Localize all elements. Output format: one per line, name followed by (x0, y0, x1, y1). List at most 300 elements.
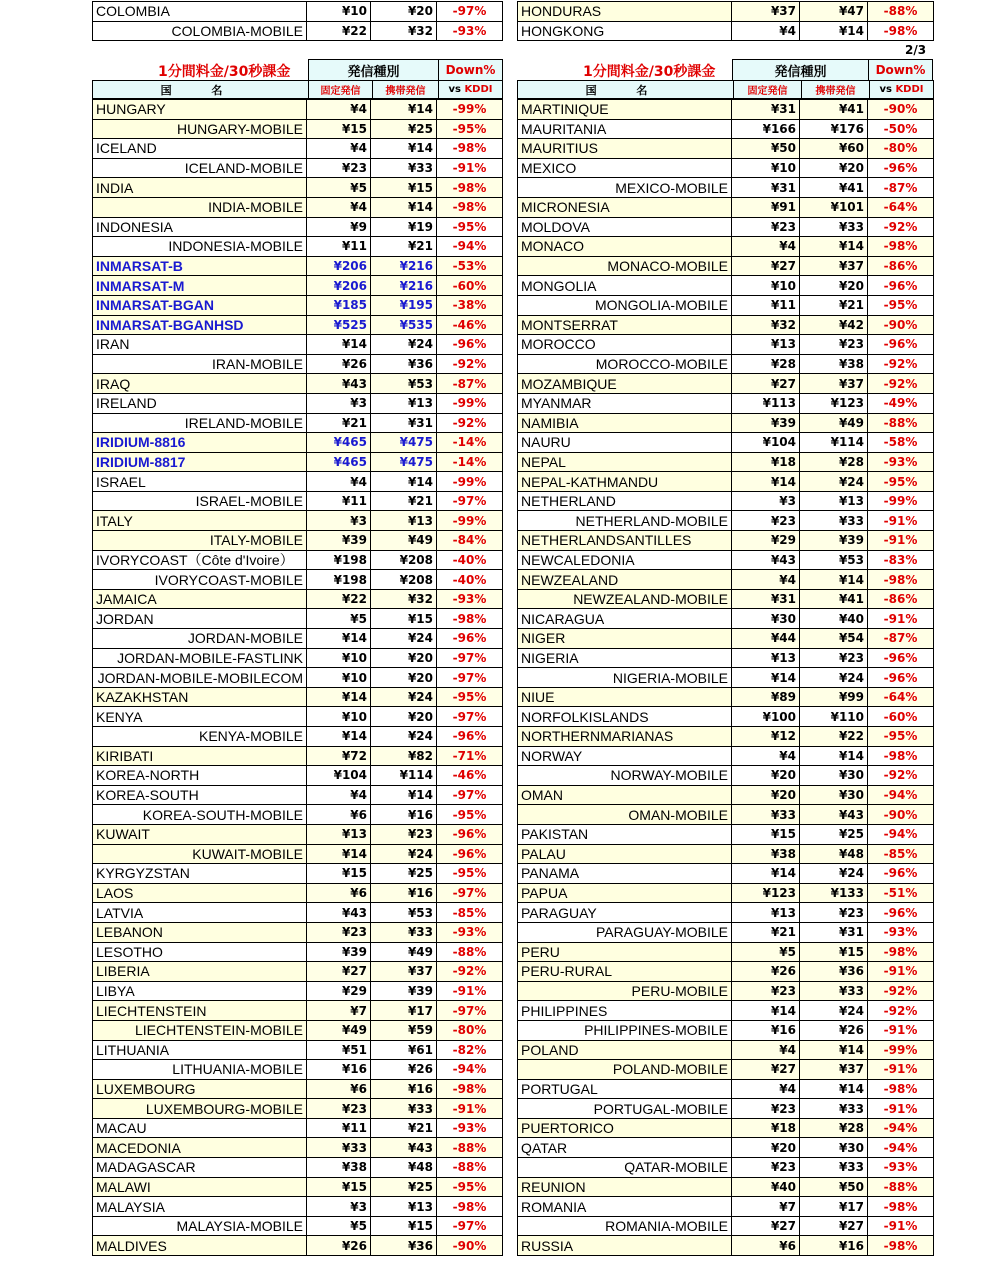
down-percent-cell: -87% (437, 374, 503, 394)
table-row (518, 1099, 934, 1119)
country-name-cell: ICELAND-MOBILE (93, 158, 307, 178)
fixed-rate-cell: ¥23 (732, 511, 800, 531)
country-name-cell: JAMAICA (93, 589, 307, 609)
country-name-cell: PHILIPPINES (518, 1001, 732, 1021)
fixed-rate-cell: ¥4 (732, 1040, 800, 1060)
down-percent-cell: -94% (437, 1060, 503, 1080)
mobile-rate-cell: ¥41 (800, 589, 868, 609)
down-percent-cell: -97% (437, 491, 503, 511)
country-name-cell: NAURU (518, 433, 732, 453)
down-percent-cell: -86% (868, 589, 934, 609)
down-percent-cell: -96% (437, 629, 503, 649)
country-name-cell: MAURITANIA (518, 119, 732, 139)
table-row (93, 511, 503, 531)
mobile-rate-cell: ¥14 (800, 746, 868, 766)
fixed-rate-cell: ¥49 (307, 1020, 371, 1040)
country-name-cell: NORTHERNMARIANAS (518, 727, 732, 747)
fixed-rate-cell: ¥20 (732, 1138, 800, 1158)
mobile-rate-cell: ¥53 (371, 903, 437, 923)
mobile-rate-cell: ¥20 (371, 2, 437, 22)
country-name-cell: OMAN-MOBILE (518, 805, 732, 825)
fixed-rate-cell: ¥15 (307, 1177, 371, 1197)
fixed-rate-cell: ¥12 (732, 727, 800, 747)
right-rate-table (517, 99, 934, 1256)
down-header: Down% (869, 60, 933, 81)
table-row (93, 119, 503, 139)
mobile-rate-cell: ¥14 (800, 1079, 868, 1099)
mobile-rate-cell: ¥25 (371, 119, 437, 139)
down-percent-cell: -99% (437, 100, 503, 120)
down-percent-cell: -88% (437, 1158, 503, 1178)
mobile-rate-cell: ¥14 (800, 21, 868, 41)
down-percent-cell: -99% (437, 472, 503, 492)
mobile-rate-cell: ¥14 (371, 472, 437, 492)
mobile-rate-cell: ¥15 (371, 1216, 437, 1236)
table-row (518, 1158, 934, 1178)
mobile-rate-cell: ¥49 (371, 942, 437, 962)
down-percent-cell: -58% (868, 433, 934, 453)
fixed-rate-cell: ¥4 (307, 472, 371, 492)
table-row (93, 1236, 503, 1256)
mobile-rate-cell: ¥535 (371, 315, 437, 335)
fixed-rate-cell: ¥18 (732, 1118, 800, 1138)
table-row (93, 217, 503, 237)
down-percent-cell: -84% (437, 531, 503, 551)
down-percent-cell: -98% (868, 21, 934, 41)
table-row (93, 746, 503, 766)
fixed-rate-cell: ¥7 (732, 1197, 800, 1217)
table-row (518, 1197, 934, 1217)
fixed-rate-cell: ¥4 (732, 570, 800, 590)
table-row (93, 472, 503, 492)
country-name-cell: HUNGARY (93, 100, 307, 120)
table-row (93, 1118, 503, 1138)
table-row (93, 942, 503, 962)
down-percent-cell: -92% (868, 217, 934, 237)
table-row (93, 2, 503, 22)
mobile-rate-cell: ¥15 (800, 942, 868, 962)
table-row (518, 315, 934, 335)
table-row (93, 1216, 503, 1236)
country-name-cell: MEXICO-MOBILE (518, 178, 732, 198)
fixed-rate-cell: ¥9 (307, 217, 371, 237)
fixed-rate-cell: ¥4 (732, 21, 800, 41)
down-percent-cell: -97% (437, 785, 503, 805)
country-name-cell: PORTUGAL-MOBILE (518, 1099, 732, 1119)
down-percent-cell: -94% (437, 237, 503, 257)
down-percent-cell: -51% (868, 883, 934, 903)
mobile-call-header: 携帯発信 (373, 81, 439, 99)
mobile-rate-cell: ¥216 (371, 276, 437, 296)
mobile-rate-cell: ¥24 (800, 1001, 868, 1021)
down-percent-cell: -88% (868, 1177, 934, 1197)
down-percent-cell: -91% (868, 609, 934, 629)
table-row (93, 276, 503, 296)
mobile-rate-cell: ¥208 (371, 570, 437, 590)
fixed-rate-cell: ¥43 (732, 550, 800, 570)
table-row (93, 1158, 503, 1178)
table-row (518, 21, 934, 41)
fixed-rate-cell: ¥37 (732, 2, 800, 22)
country-name-cell: QATAR (518, 1138, 732, 1158)
mobile-rate-cell: ¥475 (371, 452, 437, 472)
country-name-cell: NEPAL (518, 452, 732, 472)
down-percent-cell: -91% (437, 158, 503, 178)
fixed-rate-cell: ¥28 (732, 354, 800, 374)
table-row (93, 1060, 503, 1080)
mobile-rate-cell: ¥16 (800, 1236, 868, 1256)
country-name-cell: JORDAN-MOBILE (93, 629, 307, 649)
fixed-rate-cell: ¥11 (732, 295, 800, 315)
down-percent-cell: -92% (437, 962, 503, 982)
fixed-rate-cell: ¥198 (307, 570, 371, 590)
fixed-rate-cell: ¥16 (307, 1060, 371, 1080)
down-percent-cell: -92% (868, 354, 934, 374)
mobile-rate-cell: ¥27 (800, 1216, 868, 1236)
country-name-cell: PERU-MOBILE (518, 981, 732, 1001)
down-percent-cell: -96% (868, 903, 934, 923)
table-row (93, 413, 503, 433)
fixed-rate-cell: ¥3 (732, 491, 800, 511)
country-name-cell: MYANMAR (518, 393, 732, 413)
left-header-table (308, 59, 503, 81)
mobile-rate-cell: ¥24 (800, 864, 868, 884)
table-row (518, 217, 934, 237)
country-name-cell: MACEDONIA (93, 1138, 307, 1158)
fixed-rate-cell: ¥20 (732, 785, 800, 805)
mobile-rate-cell: ¥114 (800, 433, 868, 453)
down-percent-cell: -98% (437, 178, 503, 198)
mobile-rate-cell: ¥14 (371, 139, 437, 159)
mobile-rate-cell: ¥216 (371, 256, 437, 276)
fixed-rate-cell: ¥10 (307, 707, 371, 727)
mobile-rate-cell: ¥133 (800, 883, 868, 903)
fixed-rate-cell: ¥14 (732, 864, 800, 884)
mobile-rate-cell: ¥28 (800, 1118, 868, 1138)
table-row (93, 903, 503, 923)
vs-kddi-header: vs KDDI (870, 81, 934, 99)
country-name-cell: PUERTORICO (518, 1118, 732, 1138)
down-percent-cell: -91% (437, 1099, 503, 1119)
table-row (93, 864, 503, 884)
country-name-cell: PHILIPPINES-MOBILE (518, 1020, 732, 1040)
fixed-rate-cell: ¥11 (307, 1118, 371, 1138)
down-percent-cell: -95% (437, 805, 503, 825)
country-name-cell: MOZAMBIQUE (518, 374, 732, 394)
down-percent-cell: -80% (868, 139, 934, 159)
down-percent-cell: -98% (868, 1079, 934, 1099)
mobile-rate-cell: ¥101 (800, 197, 868, 217)
down-percent-cell: -98% (437, 197, 503, 217)
table-row (93, 531, 503, 551)
table-row (93, 491, 503, 511)
fixed-rate-cell: ¥6 (307, 883, 371, 903)
country-name-cell: PARAGUAY-MOBILE (518, 922, 732, 942)
table-row (93, 315, 503, 335)
country-name-cell: IRELAND (93, 393, 307, 413)
mobile-rate-cell: ¥26 (371, 1060, 437, 1080)
table-row (93, 570, 503, 590)
page-number: 2/3 (905, 43, 927, 57)
country-name-cell: REUNION (518, 1177, 732, 1197)
table-row (93, 393, 503, 413)
mobile-rate-cell: ¥16 (371, 883, 437, 903)
mobile-rate-cell: ¥33 (800, 511, 868, 531)
country-name-cell: INMARSAT-B (93, 256, 307, 276)
table-row (93, 335, 503, 355)
mobile-rate-cell: ¥24 (371, 687, 437, 707)
down-percent-cell: -99% (437, 511, 503, 531)
table-row (93, 962, 503, 982)
call-type-header: 発信種別 (309, 60, 439, 81)
country-name-cell: LIBYA (93, 981, 307, 1001)
table-row (518, 158, 934, 178)
mobile-rate-cell: ¥208 (371, 550, 437, 570)
down-percent-cell: -96% (868, 276, 934, 296)
country-name-cell: JORDAN-MOBILE-MOBILECOM (93, 668, 307, 688)
fixed-rate-cell: ¥15 (307, 864, 371, 884)
down-percent-cell: -80% (437, 1020, 503, 1040)
mobile-rate-cell: ¥25 (371, 864, 437, 884)
down-percent-cell: -92% (437, 413, 503, 433)
table-row (518, 687, 934, 707)
fixed-rate-cell: ¥39 (732, 413, 800, 433)
fixed-rate-cell: ¥198 (307, 550, 371, 570)
table-row (518, 1118, 934, 1138)
fixed-rate-cell: ¥31 (732, 178, 800, 198)
down-percent-cell: -98% (437, 1079, 503, 1099)
table-row (93, 648, 503, 668)
country-name-cell: INDIA-MOBILE (93, 197, 307, 217)
country-name-cell: LESOTHO (93, 942, 307, 962)
country-name-cell: ROMANIA-MOBILE (518, 1216, 732, 1236)
down-percent-cell: -98% (868, 570, 934, 590)
table-row (93, 1001, 503, 1021)
down-percent-cell: -50% (868, 119, 934, 139)
down-percent-cell: -95% (868, 295, 934, 315)
country-name-cell: HUNGARY-MOBILE (93, 119, 307, 139)
mobile-rate-cell: ¥36 (371, 354, 437, 374)
fixed-rate-cell: ¥5 (732, 942, 800, 962)
mobile-rate-cell: ¥23 (800, 903, 868, 923)
down-percent-cell: -97% (437, 648, 503, 668)
down-percent-cell: -97% (437, 1216, 503, 1236)
fixed-rate-cell: ¥31 (732, 100, 800, 120)
mobile-rate-cell: ¥15 (371, 609, 437, 629)
mobile-rate-cell: ¥14 (800, 1040, 868, 1060)
table-row (93, 178, 503, 198)
mobile-rate-cell: ¥17 (371, 1001, 437, 1021)
country-name-cell: PERU-RURAL (518, 962, 732, 982)
table-row (518, 335, 934, 355)
down-percent-cell: -98% (437, 1197, 503, 1217)
table-row (518, 883, 934, 903)
table-row (93, 1197, 503, 1217)
table-row (93, 1040, 503, 1060)
fixed-rate-cell: ¥30 (732, 609, 800, 629)
table-row (518, 648, 934, 668)
mobile-rate-cell: ¥36 (371, 1236, 437, 1256)
table-row (93, 785, 503, 805)
country-name-cell: KENYA (93, 707, 307, 727)
mobile-rate-cell: ¥48 (371, 1158, 437, 1178)
fixed-rate-cell: ¥4 (732, 1079, 800, 1099)
fixed-rate-cell: ¥31 (732, 589, 800, 609)
mobile-rate-cell: ¥23 (800, 335, 868, 355)
table-row (518, 942, 934, 962)
table-row (93, 1138, 503, 1158)
table-row (518, 805, 934, 825)
down-percent-cell: -98% (868, 746, 934, 766)
down-percent-cell: -95% (437, 1177, 503, 1197)
left-subheader-table (92, 80, 503, 99)
country-name-cell: NETHERLAND-MOBILE (518, 511, 732, 531)
country-name-cell: KYRGYZSTAN (93, 864, 307, 884)
mobile-call-header: 携帯発信 (802, 81, 870, 99)
down-percent-cell: -88% (437, 942, 503, 962)
down-percent-cell: -97% (437, 707, 503, 727)
table-row (93, 707, 503, 727)
down-percent-cell: -40% (437, 570, 503, 590)
down-percent-cell: -71% (437, 746, 503, 766)
mobile-rate-cell: ¥24 (800, 472, 868, 492)
country-name-cell: ISRAEL-MOBILE (93, 491, 307, 511)
fixed-rate-cell: ¥22 (307, 589, 371, 609)
mobile-rate-cell: ¥54 (800, 629, 868, 649)
table-row (93, 295, 503, 315)
mobile-rate-cell: ¥14 (800, 237, 868, 257)
down-percent-cell: -95% (868, 727, 934, 747)
down-percent-cell: -82% (437, 1040, 503, 1060)
country-name-cell: LUXEMBOURG-MOBILE (93, 1099, 307, 1119)
table-row (93, 922, 503, 942)
down-percent-cell: -98% (868, 1236, 934, 1256)
fixed-rate-cell: ¥100 (732, 707, 800, 727)
down-percent-cell: -92% (868, 374, 934, 394)
country-name-cell: INMARSAT-BGANHSD (93, 315, 307, 335)
down-percent-cell: -91% (868, 1020, 934, 1040)
mobile-rate-cell: ¥41 (800, 178, 868, 198)
country-name-cell: INMARSAT-M (93, 276, 307, 296)
table-row (518, 707, 934, 727)
country-header: 国 名 (93, 81, 309, 99)
mobile-rate-cell: ¥25 (371, 1177, 437, 1197)
down-percent-cell: -98% (868, 237, 934, 257)
country-name-cell: KUWAIT (93, 824, 307, 844)
mobile-rate-cell: ¥16 (371, 805, 437, 825)
fixed-rate-cell: ¥14 (307, 629, 371, 649)
mobile-rate-cell: ¥49 (800, 413, 868, 433)
mobile-rate-cell: ¥37 (800, 374, 868, 394)
country-name-cell: HONDURAS (518, 2, 732, 22)
country-name-cell: MONGOLIA-MOBILE (518, 295, 732, 315)
down-percent-cell: -99% (868, 1040, 934, 1060)
fixed-call-header: 固定発信 (734, 81, 802, 99)
vs-kddi-header: vs KDDI (439, 81, 503, 99)
down-percent-cell: -95% (437, 687, 503, 707)
country-name-cell: KIRIBATI (93, 746, 307, 766)
right-subheader-table (517, 80, 934, 99)
fixed-rate-cell: ¥39 (307, 531, 371, 551)
country-name-cell: LATVIA (93, 903, 307, 923)
table-row (518, 824, 934, 844)
table-row (93, 21, 503, 41)
country-name-cell: MADAGASCAR (93, 1158, 307, 1178)
country-name-cell: LITHUANIA-MOBILE (93, 1060, 307, 1080)
fixed-rate-cell: ¥104 (732, 433, 800, 453)
down-percent-cell: -90% (868, 315, 934, 335)
table-row (93, 824, 503, 844)
country-name-cell: INDONESIA (93, 217, 307, 237)
mobile-rate-cell: ¥20 (800, 158, 868, 178)
mobile-rate-cell: ¥195 (371, 295, 437, 315)
country-name-cell: QATAR-MOBILE (518, 1158, 732, 1178)
country-name-cell: NEWCALEDONIA (518, 550, 732, 570)
down-percent-cell: -85% (437, 903, 503, 923)
table-row (93, 100, 503, 120)
fixed-rate-cell: ¥5 (307, 609, 371, 629)
mobile-rate-cell: ¥33 (800, 981, 868, 1001)
mobile-rate-cell: ¥41 (800, 100, 868, 120)
country-name-cell: ISRAEL (93, 472, 307, 492)
country-name-cell: MALAWI (93, 1177, 307, 1197)
fixed-rate-cell: ¥6 (307, 1079, 371, 1099)
down-percent-cell: -96% (437, 727, 503, 747)
table-row (93, 354, 503, 374)
fixed-rate-cell: ¥44 (732, 629, 800, 649)
country-name-cell: NICARAGUA (518, 609, 732, 629)
country-name-cell: MACAU (93, 1118, 307, 1138)
down-percent-cell: -94% (868, 1118, 934, 1138)
fixed-rate-cell: ¥27 (732, 1060, 800, 1080)
down-percent-cell: -92% (437, 354, 503, 374)
top-right-rate-table (517, 1, 934, 41)
down-percent-cell: -93% (868, 922, 934, 942)
down-percent-cell: -88% (868, 2, 934, 22)
table-row (518, 1138, 934, 1158)
fixed-rate-cell: ¥22 (307, 21, 371, 41)
down-percent-cell: -92% (868, 1001, 934, 1021)
mobile-rate-cell: ¥24 (371, 727, 437, 747)
fixed-rate-cell: ¥26 (307, 1236, 371, 1256)
fixed-rate-cell: ¥3 (307, 511, 371, 531)
down-percent-cell: -88% (868, 413, 934, 433)
table-row (518, 922, 934, 942)
down-percent-cell: -95% (437, 217, 503, 237)
mobile-rate-cell: ¥33 (371, 922, 437, 942)
mobile-rate-cell: ¥31 (371, 413, 437, 433)
mobile-rate-cell: ¥60 (800, 139, 868, 159)
table-row (518, 589, 934, 609)
down-percent-cell: -93% (868, 1158, 934, 1178)
table-row (518, 864, 934, 884)
mobile-rate-cell: ¥43 (800, 805, 868, 825)
mobile-rate-cell: ¥20 (371, 668, 437, 688)
fixed-rate-cell: ¥16 (732, 1020, 800, 1040)
country-name-cell: NETHERLANDSANTILLES (518, 531, 732, 551)
fixed-rate-cell: ¥23 (732, 981, 800, 1001)
country-name-cell: MALDIVES (93, 1236, 307, 1256)
down-percent-cell: -91% (868, 1060, 934, 1080)
mobile-rate-cell: ¥37 (800, 256, 868, 276)
fixed-rate-cell: ¥113 (732, 393, 800, 413)
down-percent-cell: -94% (868, 785, 934, 805)
fixed-rate-cell: ¥14 (732, 472, 800, 492)
country-name-cell: PALAU (518, 844, 732, 864)
table-row (518, 374, 934, 394)
country-name-cell: NORWAY-MOBILE (518, 766, 732, 786)
country-name-cell: IRAN-MOBILE (93, 354, 307, 374)
